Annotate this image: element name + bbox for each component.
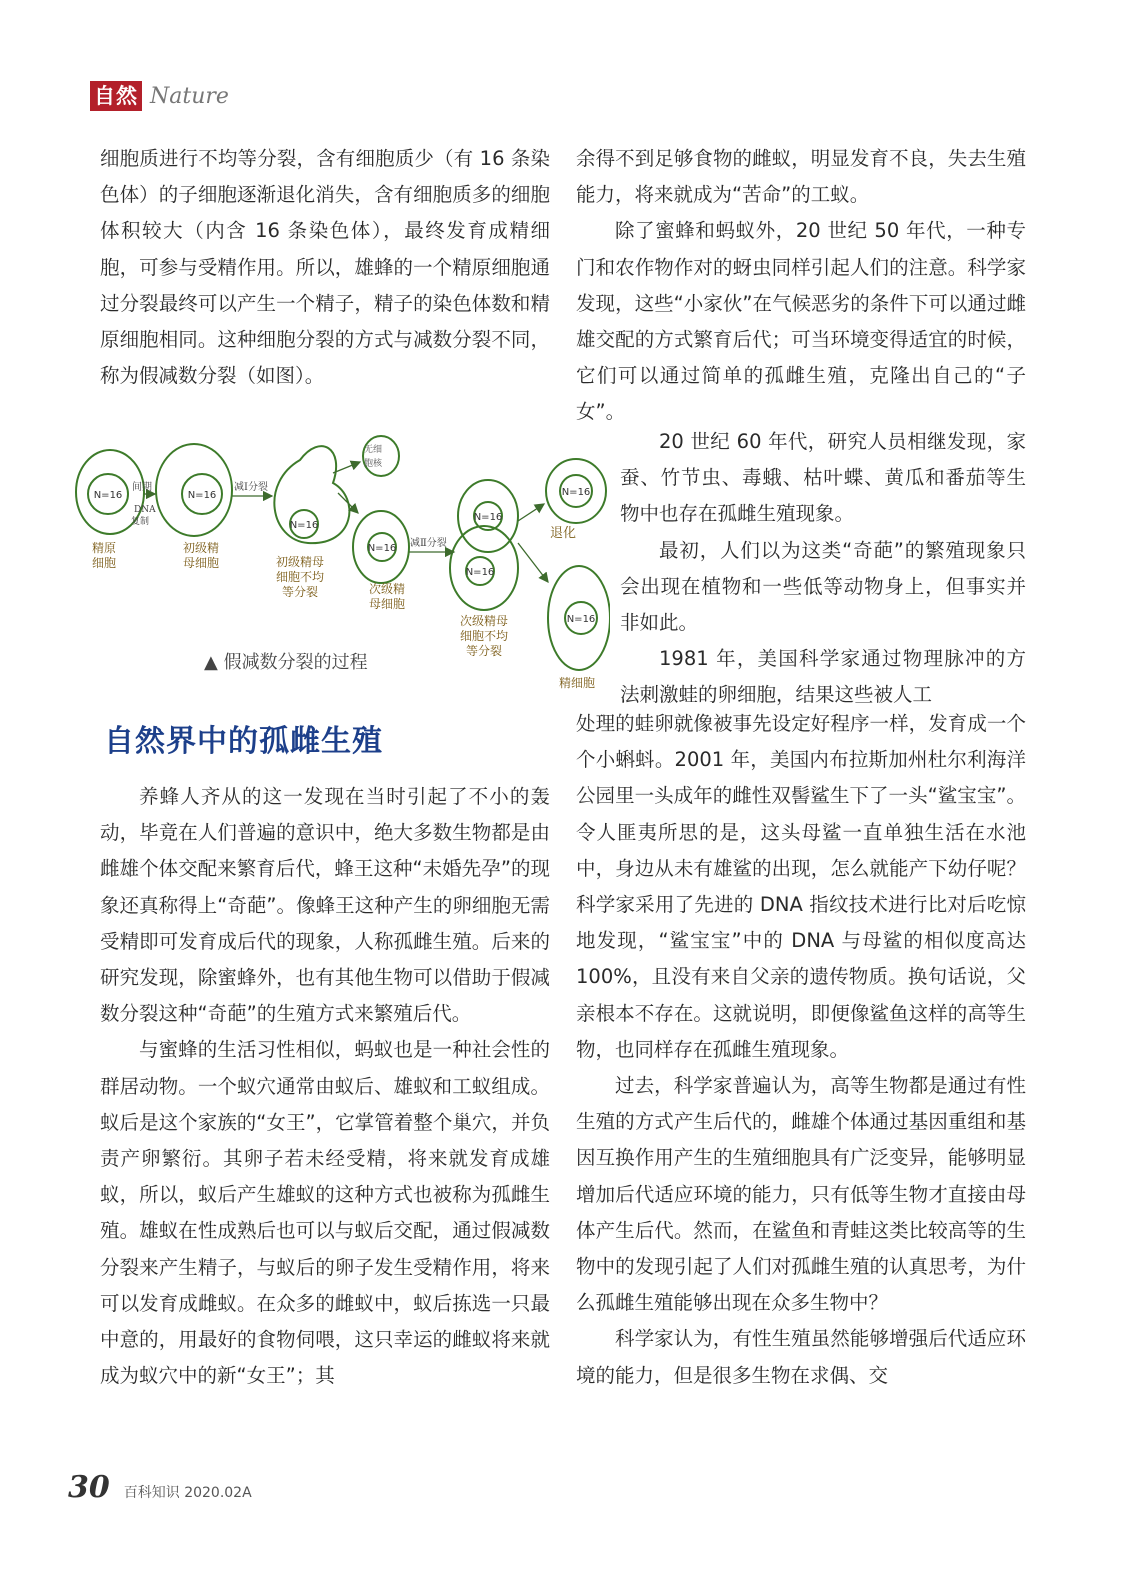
svg-text:初级精母细胞不均等分裂: 初级精母细胞不均等分裂 (275, 555, 325, 599)
cell-no-nucleus (363, 436, 399, 476)
svg-text:初级精母细胞: 初级精母细胞 (182, 541, 220, 570)
column-right-bottom (576, 706, 1026, 1394)
paragraph: 科学家认为，有性生殖虽然能够增强后代适应环境的能力，但是很多生物在求偶、交 (576, 1327, 1026, 1387)
svg-text:精原细胞: 精原细胞 (91, 541, 117, 570)
paragraph: 养蜂人齐从的这一发现在当时引起了不小的轰动，毕竟在人们普遍的意识中，绝大多数生物都是由雌雄个体交配来繁育后代，蜂王这种“未婚先孕”的现象还真称得上“奇葩”。像蜂王这种产生的卵细胞无需受精即可发育成后代的现象，人称孤雌生殖。后来的研究发现，除蜜蜂外，也有其他生物可以借助于假减数分裂这种“奇葩”的生殖方式来繁殖后代。 (100, 785, 550, 1026)
figure-caption: ▲ 假减数分裂的过程 (204, 652, 368, 673)
n16-label: N=16 (367, 543, 397, 554)
section-tag-english: Nature (150, 83, 229, 109)
paragraph: 1981 年，美国科学家通过物理脉冲的方法刺激蛙的卵细胞，结果这些被人工 (620, 647, 1026, 707)
magazine-issue: 百科知识 2020.02A (123, 1485, 252, 1501)
svg-text:无细胞核: 无细胞核 (363, 445, 383, 469)
paragraph: 最初，人们以为这类“奇葩”的繁殖现象只会出现在植物和一些低等动物身上，但事实并非如此。 (620, 538, 1026, 635)
column-left-bottom (100, 779, 550, 1394)
paragraph: 除了蜜蜂和蚂蚁外，20 世纪 50 年代，一种专门和农作物作对的蚜虫同样引起人们的注意。科学家发现，这些“小家伙”在气候恶劣的条件下可以通过雌雄交配的方式繁育后代；可当环境变得适宜的时候，它们可以通过简单的孤雌生殖，克隆出自己的“子女”。 (576, 219, 1026, 424)
section-tag: 自然 (90, 81, 142, 111)
n16-label: N=16 (561, 487, 591, 498)
column-left-top (100, 141, 550, 394)
section-title: 自然界中的孤雌生殖 (104, 724, 383, 759)
svg-text:次级精母细胞不均等分裂: 次级精母细胞不均等分裂 (459, 614, 509, 658)
paragraph: 过去，科学家普遍认为，高等生物都是通过有性生殖的方式产生后代的，雌雄个体通过基因重组和基因互换作用产生的生殖细胞具有广泛变异，能够明显增加后代适应环境的能力，只有低等生物才直接由母体产生后代。然而，在鲨鱼和青蛙这类比较高等的生物中的发现引起了人们对孤雌生殖的认真思考，为什么孤雌生殖能够出现在众多生物中？ (576, 1074, 1026, 1315)
paragraph: 余得不到足够食物的雌蚁，明显发育不良，失去生殖能力，将来就成为“苦命”的工蚁。 (576, 147, 1026, 207)
paragraph: 细胞质进行不均等分裂，含有细胞质少（有 16 条染色体）的子细胞逐渐退化消失，含有细胞质多的细胞体积较大（内含 16 条染色体），最终发育成精细胞，可参与受精作用。所以，雄蜂的一个精原细胞通过分裂最终可以产生一个精子，精子的染色体数和精原细胞相同。这种细胞分裂的方式与减数分裂不同，称为假减数分裂（如图）。 (100, 147, 550, 388)
paragraph: 与蜜蜂的生活习性相似，蚂蚁也是一种社会性的群居动物。一个蚁穴通常由蚁后、雄蚁和工蚁组成。蚁后是这个家族的“女王”，它掌管着整个巢穴，并负责产卵繁衍。其卵子若未经受精，将来就发育成雄蚁，所以，蚁后产生雄蚁的这种方式也被称为孤雌生殖。雄蚁在性成熟后也可以与蚁后交配，通过假减数分裂来产生精子，与蚁后的卵子发生受精作用，将来可以发育成雌蚁。在众多的雌蚁中，蚁后拣选一只最中意的，用最好的食物伺喂，这只幸运的雌蚁将来就成为蚁穴中的新“女王”；其 (100, 1038, 550, 1388)
page-number: 30 (68, 1470, 110, 1505)
n16-label: N=16 (473, 512, 503, 523)
label-sperm: 精细胞 (558, 676, 596, 690)
arrow-label-dna: DNA (134, 505, 156, 515)
n16-label: N=16 (93, 490, 123, 501)
arrow-label-interphase: 间期 (132, 482, 152, 493)
arrow-label-meiosis2: 减Ⅱ分裂 (410, 538, 447, 549)
column-right-top (576, 141, 1026, 431)
n16-label: N=16 (566, 614, 596, 625)
label-degenerate: 退化 (550, 526, 577, 541)
column-right-middle (620, 424, 1026, 714)
paragraph: 20 世纪 60 年代，研究人员相继发现，家蚕、竹节虫、毒蛾、枯叶蝶、黄瓜和番茄等生物中也存在孤雌生殖现象。 (620, 430, 1026, 526)
section-header (90, 80, 229, 112)
arrow-label-meiosis1: 减Ⅰ分裂 (234, 482, 268, 493)
page-footer (68, 1470, 252, 1505)
n16-label: N=16 (289, 520, 319, 531)
svg-text:次级精母细胞: 次级精母细胞 (368, 582, 406, 611)
n16-label: N=16 (187, 490, 217, 501)
n16-label: N=16 (465, 567, 495, 578)
paragraph: 处理的蛙卵就像被事先设定好程序一样，发育成一个个小蝌蚪。2001 年，美国内布拉斯加州杜尔利海洋公园里一头成年的雌性双髻鲨生下了一头“鲨宝宝”。令人匪夷所思的是，这头母鲨一直单独生活在水池中，身边从未有雄鲨的出现，怎么就能产下幼仔呢？科学家采用了先进的 DNA 指纹技术进行比对后吃惊地发现，“鲨宝宝”中的 DNA 与母鲨的相似度高达 100%，且没有来自父亲的遗传物质。换句话说，父亲根本不存在。这就说明，即便像鲨鱼这样的高等生物，也同样存在孤雌生殖现象。 (576, 712, 1026, 1061)
arrow-label-replication: 复制 (131, 517, 150, 527)
